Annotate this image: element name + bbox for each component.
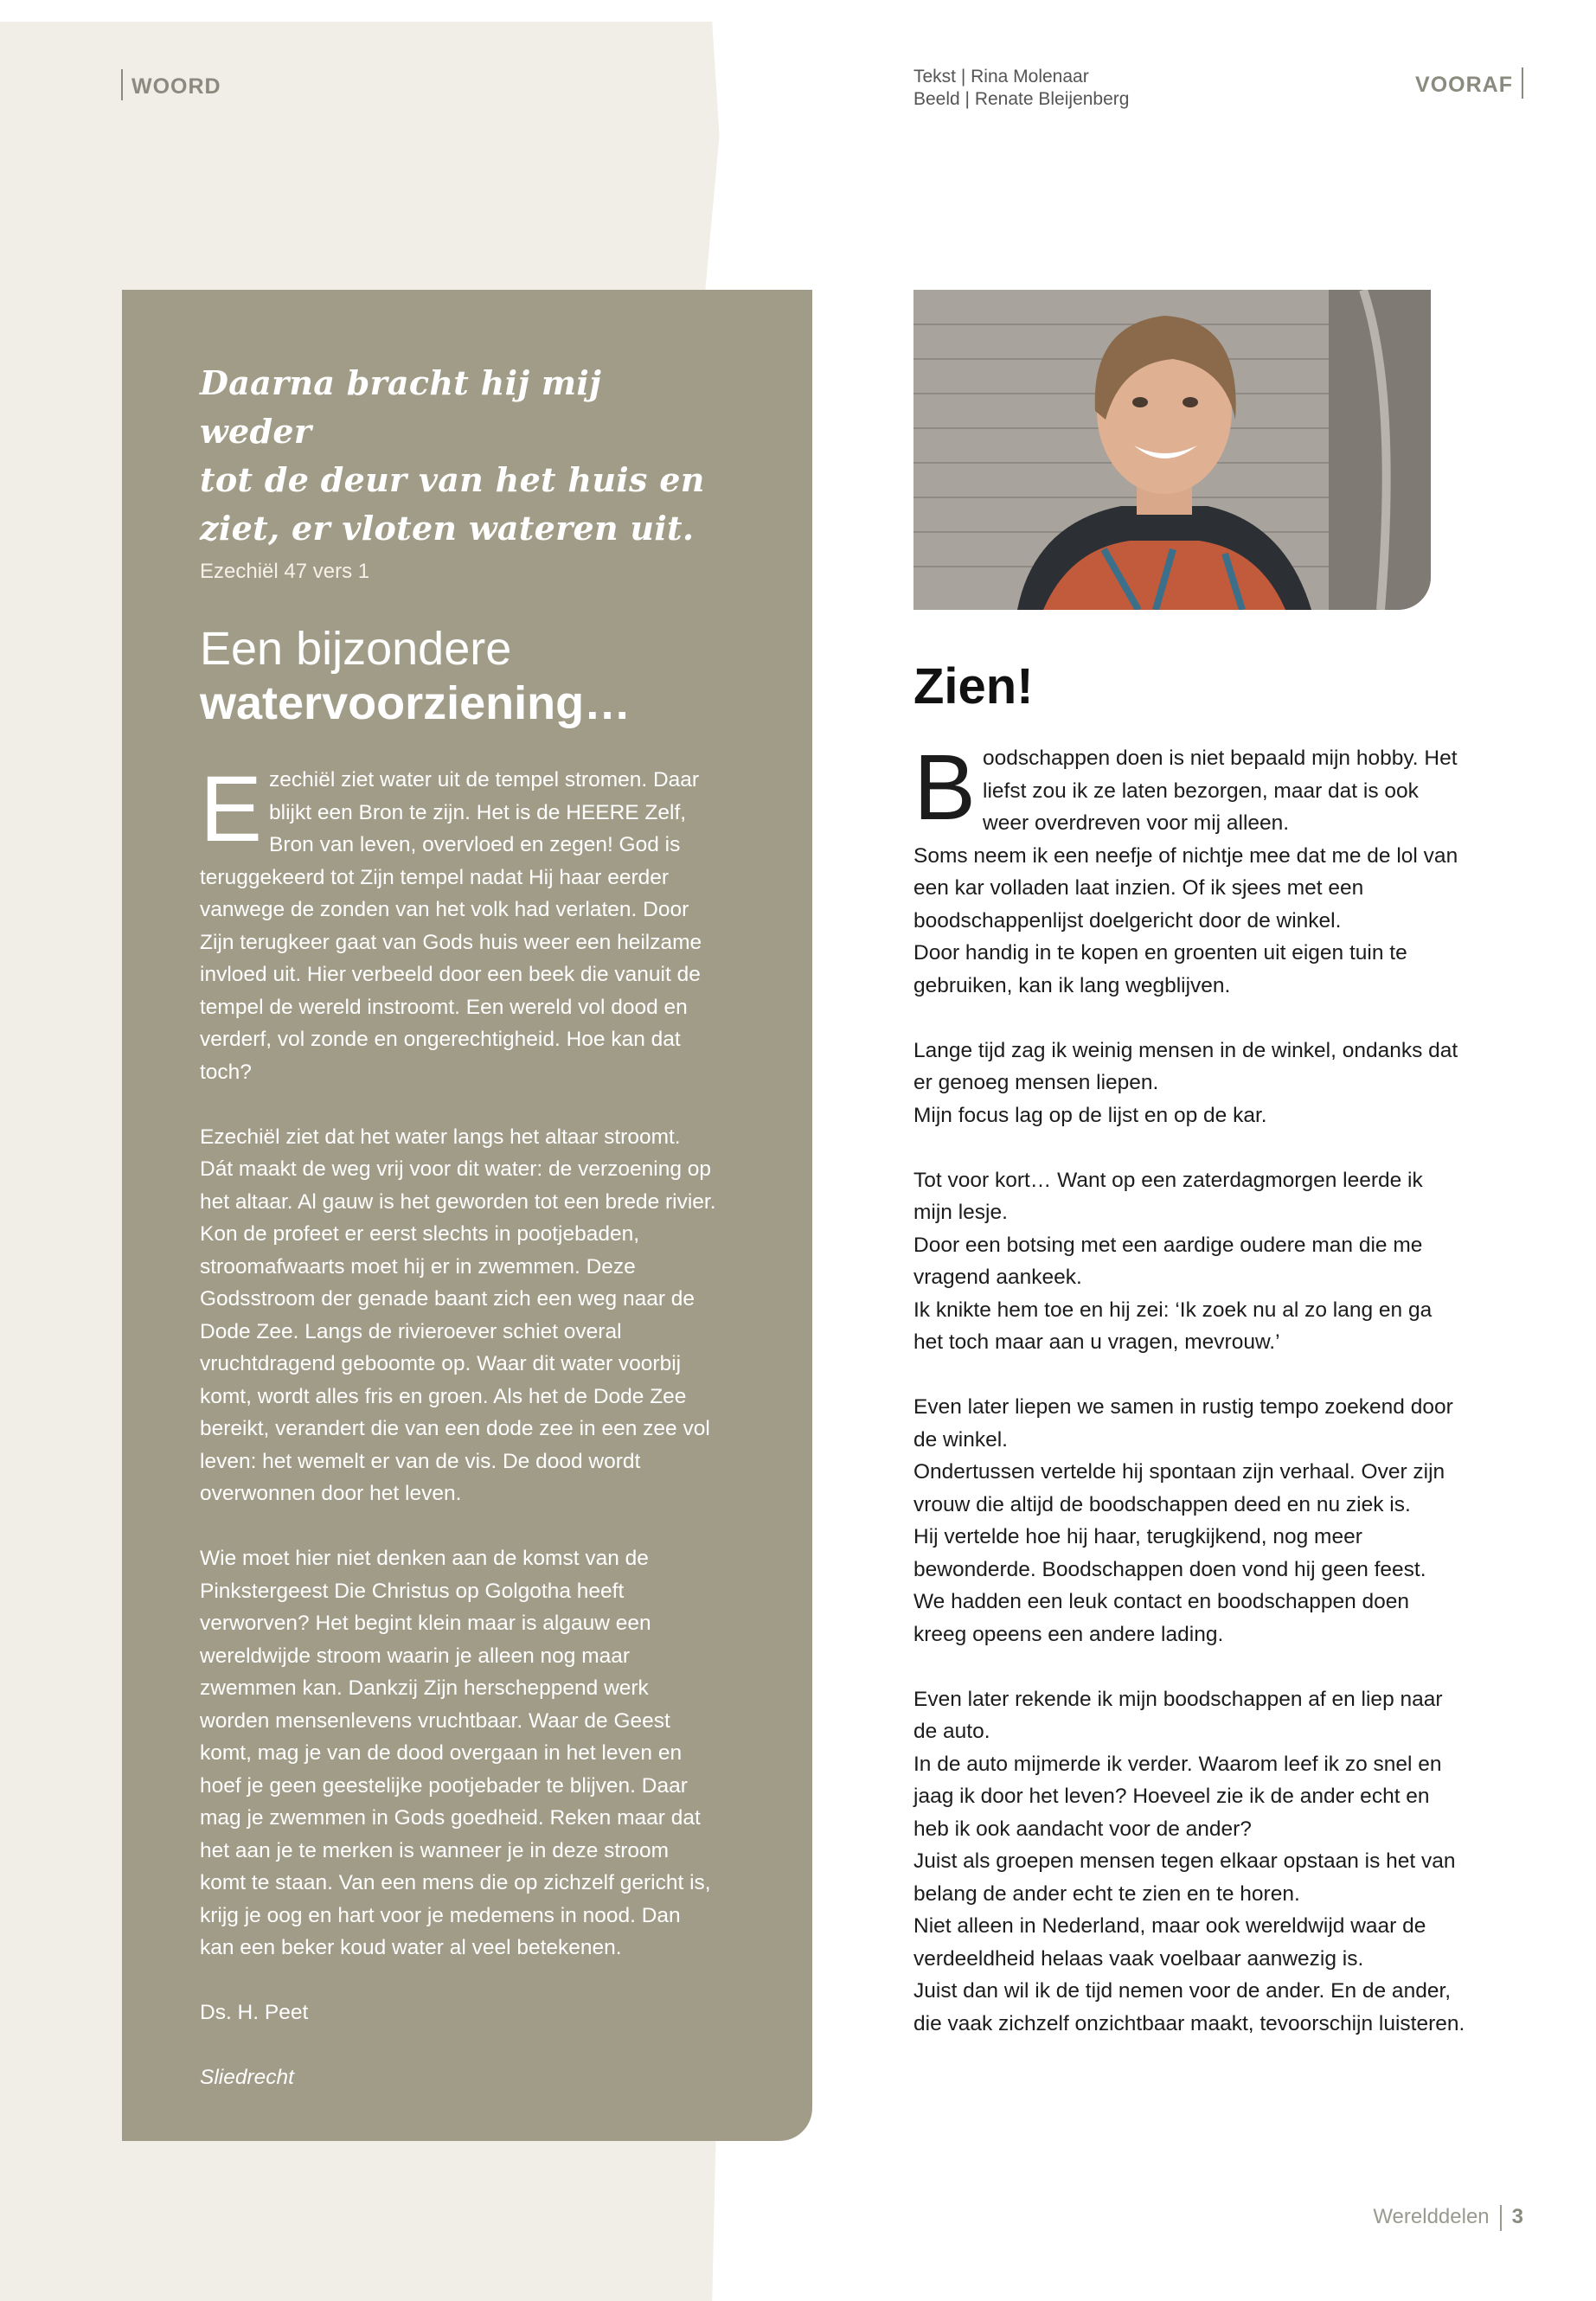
bible-quote <box>200 359 719 553</box>
quote-line: Daarna bracht hij mij weder <box>200 363 602 451</box>
quote-line: ziet, er vloten wateren uit. <box>200 509 695 548</box>
author-place: Sliedrecht <box>200 2066 294 2089</box>
author-signature: Ds. H. Peet <box>200 2001 309 2024</box>
dropcap: B <box>913 734 977 839</box>
paragraph: Even later liepen we samen in rustig tempo zoekend door de winkel. Ondertussen vertelde hij spontaan zijn verhaal. Over zijn vrouw die altijd de boodschappen deed en nu ziek is. Hij vertelde hoe hij haar, terugkijkend, nog meer bewonderde. Boodschappen doen vond hij geen feest. We hadden een leuk contact en boodschappen doen kreeg opeens een andere lading. <box>913 1395 1453 1646</box>
article-body <box>200 756 719 2094</box>
paragraph: Ezechiël ziet dat het water langs het altaar stroomt. Dát maakt de weg vrij voor dit water: de verzoening op het altaar. Al gauw is het geworden tot een brede rivier. Kon de profeet er eerst slechts in pootjebaden, stroomafwaarts moet hij er in zwemmen. Deze Godsstroom der genade baant zich een weg naar de Dode Zee. Langs de rivieroever schiet overal vruchtdragend geboomte op. Waar dit water voorbij komt, wordt alles fris en groen. Als het de Dode Zee bereikt, verandert die van een dode zee in een zee vol leven: het wemelt er van de vis. De dood wordt overwonnen door het leven. <box>200 1125 716 1505</box>
footer-divider <box>1500 2205 1502 2231</box>
column-title: Zien! <box>913 658 1034 715</box>
paragraph: Wie moet hier niet denken aan de komst van de Pinkstergeest Die Christus op Golgotha heeft verworven? Het begint klein maar is algauw een wereldwijde stroom waarin je alleen nog maar zwemmen kan. Dankzij Zijn herscheppend werk worden mensenlevens vruchtbaar. Waar de Geest komt, mag je van de dood overgaan in het leven en hoef je geen geestelijke pootjebader te blijven. Daar mag je zwemmen in Gods goedheid. Reken maar dat het aan je te merken is wanneer je in deze stroom komt te staan. Van een mens die op zichzelf gericht is, krijg je oog en hart voor je medemens in nood. Dan kan een beker koud water al veel betekenen. <box>200 1547 711 1959</box>
section-label-right: VOORAF <box>1415 67 1523 99</box>
dropcap: E <box>200 756 263 861</box>
meditation-panel <box>122 290 812 2141</box>
magazine-name: Werelddelen <box>1373 2205 1490 2228</box>
section-label-left: WOORD <box>121 69 221 100</box>
column-body <box>913 734 1467 2073</box>
paragraph: Even later rekende ik mijn boodschappen af en liep naar de auto. In de auto mijmerde ik verder. Waarom leef ik zo snel en jaag ik door het leven? Hoeveel zie ik de ander echt en heb ik ook aandacht voor de ander? Juist als groepen mensen tegen elkaar opstaan is het van belang de ander echt te zien en te horen. Niet alleen in Nederland, maar ook wereldwijd waar de verdeeldheid helaas vaak voelbaar aanwezig is. Juist dan wil ik de tijd nemen voor de ander. En de ander, die vaak zichzelf onzichtbaar maakt, tevoorschijn luisteren. <box>913 1687 1465 2035</box>
paragraph: Boodschappen doen is niet bepaald mijn hobby. Het liefst zou ik ze laten bezorgen, maar dat is ook weer overdreven voor mij alleen. Soms neem ik een neefje of nichtje mee dat me de lol van een kar volladen laat inzien. Of ik sjees met een boodschappenlijst doelgericht door de winkel. Door handig in te kopen en groenten uit eigen tuin te gebruiken, kan ik lang wegblijven. <box>913 734 1458 997</box>
paragraph: Ezechiël ziet water uit de tempel stromen. Daar blijkt een Bron te zijn. Het is de HEERE Zelf, Bron van leven, overvloed en zegen! God is teruggekeerd tot Zijn tempel nadat Hij haar eerder vanwege de zonden van het volk had verlaten. Door Zijn terugkeer gaat van Gods huis weer een heilzame invloed uit. Hier verbeeld door een beek die vanuit de tempel de wereld instroomt. Een wereld vol dood en verderf, vol zonde en ongerechtigheid. Hoe kan dat toch? <box>200 756 702 1084</box>
page-number: 3 <box>1511 2205 1523 2228</box>
author-photo <box>913 290 1431 610</box>
page-footer <box>1373 2204 1523 2231</box>
paragraph: Tot voor kort… Want op een zaterdagmorgen leerde ik mijn lesje. Door een botsing met een aardige oudere man die me vragend aankeek. Ik knikte hem toe en hij zei: ‘Ik zoek nu al zo lang en ga het toch maar aan u vragen, mevrouw.’ <box>913 1168 1433 1354</box>
credits <box>913 66 1129 111</box>
article-title-light: Een bijzondere <box>200 623 512 675</box>
quote-reference: Ezechiël 47 vers 1 <box>200 560 370 583</box>
credit-image: Beeld | Renate Bleijenberg <box>913 89 1130 109</box>
quote-line: tot de deur van het huis en <box>200 460 705 499</box>
paragraph: Lange tijd zag ik weinig mensen in de winkel, ondanks dat er genoeg mensen liepen. Mijn focus lag op de lijst en op de kar. <box>913 1038 1458 1127</box>
article-title-bold: watervoorziening… <box>200 677 631 729</box>
credit-text: Tekst | Rina Molenaar <box>913 67 1089 87</box>
